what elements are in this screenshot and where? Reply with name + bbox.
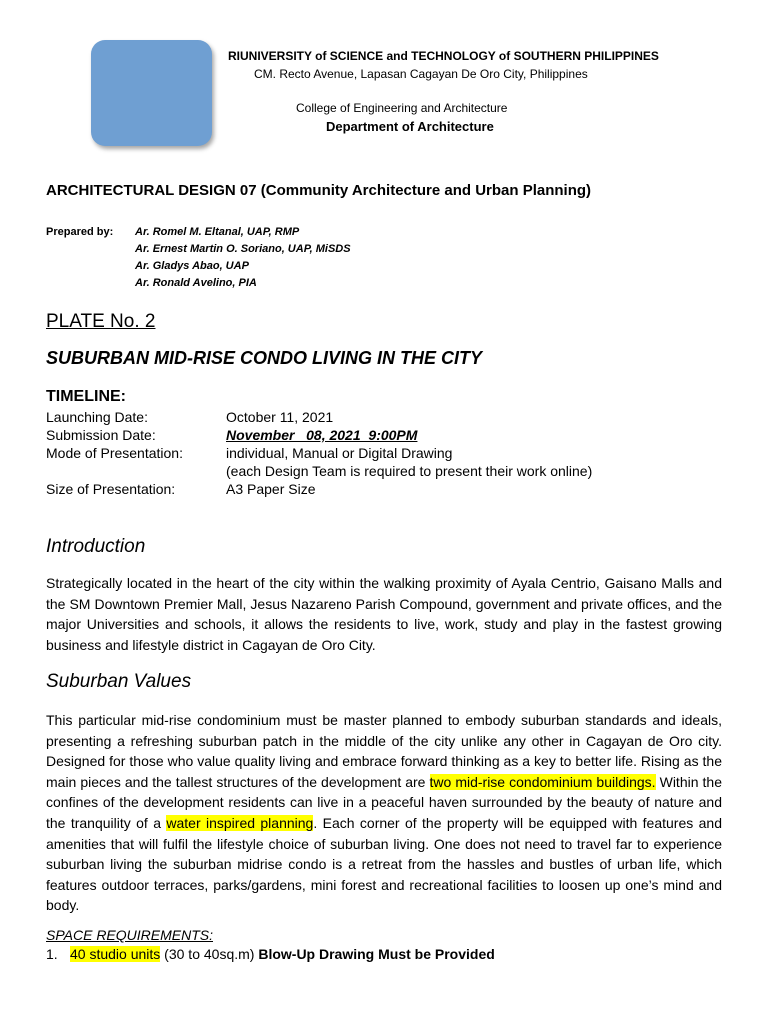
course-title: ARCHITECTURAL DESIGN 07 (Community Architecture and Urban Planning)	[46, 182, 592, 199]
values-text: Within the confines of the development residents can live in a peaceful haven surrounded by the beauty of nature and the tranquility of a	[46, 773, 722, 831]
highlighted-text: water inspired planning	[166, 814, 314, 831]
preparer-name: Ar. Ronald Avelino, PIA	[135, 277, 257, 289]
introduction-heading: Introduction	[46, 536, 146, 557]
preparer-name: Ar. Romel M. Eltanal, UAP, RMP	[135, 226, 300, 238]
prepared-by-label: Prepared by:	[46, 226, 114, 238]
submission-date-value: November 08, 2021 9:00PM	[226, 427, 418, 443]
preparer-name: Ar. Gladys Abao, UAP	[135, 260, 249, 272]
launch-date-value: October 11, 2021	[226, 409, 334, 425]
introduction-paragraph: Strategically located in the heart of the city within the walking proximity of Ayala Centrio, Gaisano Malls and the SM Downtown Premier Mall, Jesus Nazareno Parish Compound, government and private offices, and the major Universities and schools, it allows the residents to live, work, study and play in the fastest growing business and lifestyle district in Cagayan de Oro City.	[46, 575, 722, 653]
size-value: A3 Paper Size	[226, 481, 316, 497]
preparer-name: Ar. Ernest Martin O. Soriano, UAP, MiSDS	[135, 243, 351, 255]
item-requirement: Blow-Up Drawing Must be Provided	[258, 946, 495, 962]
mode-note: (each Design Team is required to present their work online)	[226, 463, 593, 479]
values-text: . Each corner of the property will be equipped with features and amenities that will fulfil the lifestyle choice of suburban living. One does not need to travel far to experience suburban living the suburban midrise condo is a retreat from the hassles and bustles of urban life, which features outdoor terraces, parks/gardens, mini forest and recreational facilities to loosen up one’s mind and body.	[46, 814, 722, 914]
suburban-values-paragraph	[46, 710, 722, 916]
space-requirements-heading: SPACE REQUIREMENTS:	[46, 927, 213, 943]
university-name: RIUNIVERSITY of SCIENCE and TECHNOLOGY of SOUTHERN PHILIPPINES	[228, 49, 659, 63]
plate-number: PLATE No. 2	[46, 311, 156, 332]
mode-label: Mode of Presentation:	[46, 445, 183, 461]
college-name: College of Engineering and Architecture	[296, 101, 508, 115]
size-label: Size of Presentation:	[46, 481, 176, 497]
space-requirement-item	[46, 946, 495, 962]
department-name: Department of Architecture	[326, 119, 494, 134]
timeline-heading: TIMELINE:	[46, 388, 126, 405]
list-number: 1.	[46, 946, 58, 962]
submission-date-label: Submission Date:	[46, 427, 156, 443]
mode-value: individual, Manual or Digital Drawing	[226, 445, 453, 461]
university-logo	[91, 40, 212, 146]
suburban-values-heading: Suburban Values	[46, 671, 192, 692]
item-size: (30 to 40sq.m)	[160, 946, 259, 962]
launch-date-label: Launching Date:	[46, 409, 148, 425]
values-text: This particular mid-rise condominium must be master planned to embody suburban standards and ideals, presenting a refreshing suburban patch in the middle of the city unlike any other in Cagayan de Oro city. Designed for those who value quality living and embrace forward thinking as a key to better life. Rising as the main pieces and the tallest structures of the development are	[46, 712, 722, 790]
plate-title: SUBURBAN MID-RISE CONDO LIVING IN THE CITY	[46, 348, 483, 368]
university-address: CM. Recto Avenue, Lapasan Cagayan De Oro City, Philippines	[254, 67, 588, 81]
highlighted-text: two mid-rise condominium buildings.	[429, 773, 656, 790]
highlighted-text: 40 studio units	[70, 946, 161, 962]
